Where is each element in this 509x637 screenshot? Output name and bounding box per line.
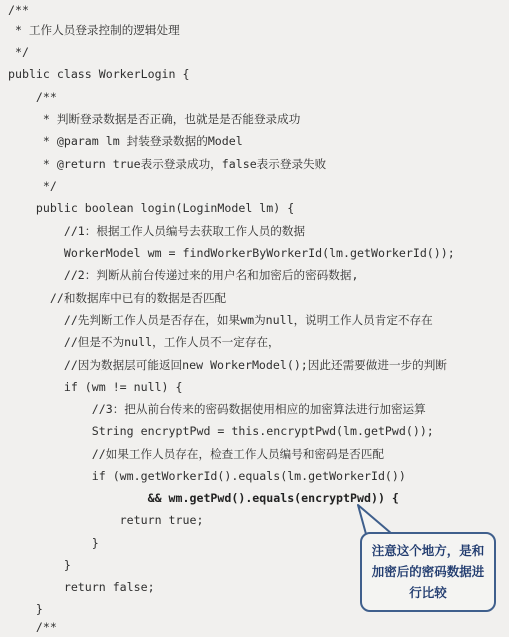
code-line: public class WorkerLogin {: [8, 67, 190, 81]
code-line-highlighted: && wm.getPwd().equals(encryptPwd)) {: [8, 491, 399, 505]
code-line: public boolean login(LoginModel lm) {: [8, 201, 295, 215]
code-line: //1：根据工作人员编号去获取工作人员的数据: [8, 224, 306, 238]
code-line: * @return true表示登录成功，false表示登录失败: [8, 157, 327, 171]
code-line: return false;: [8, 580, 155, 594]
code-line: //和数据库中已有的数据是否匹配: [8, 291, 227, 305]
callout-note: [360, 532, 496, 612]
code-line: if (wm != null) {: [8, 380, 183, 394]
callout-text-line: 行比较: [409, 585, 447, 600]
code-line: /**: [8, 620, 57, 634]
code-line: */: [8, 179, 57, 193]
callout-text-line: 加密后的密码数据进: [371, 564, 485, 579]
code-line: if (wm.getWorkerId().equals(lm.getWorkerId()): [8, 469, 406, 483]
code-line: //2：判断从前台传递过来的用户名和加密后的密码数据,: [8, 268, 359, 282]
code-line: */: [8, 45, 29, 59]
code-line: //因为数据层可能返回new WorkerModel();因此还需要做进一步的判断: [8, 358, 447, 372]
code-line: }: [8, 536, 99, 550]
code-line: * 判断登录数据是否正确，也就是是否能登录成功: [8, 112, 301, 126]
code-line: * @param lm 封装登录数据的Model: [8, 134, 243, 148]
callout-text-line: 注意这个地方，是和: [371, 543, 485, 558]
code-line: WorkerModel wm = findWorkerByWorkerId(lm.getWorkerId());: [8, 246, 455, 260]
code-line: /**: [8, 90, 57, 104]
code-line: //但是不为null，工作人员不一定存在，: [8, 335, 280, 349]
code-line: //3：把从前台传来的密码数据使用相应的加密算法进行加密运算: [8, 402, 426, 416]
code-line: return true;: [8, 513, 204, 527]
code-line: String encryptPwd = this.encryptPwd(lm.getPwd());: [8, 424, 434, 438]
code-line: * 工作人员登录控制的逻辑处理: [8, 23, 180, 37]
code-line: }: [8, 602, 43, 616]
code-line: //先判断工作人员是否存在，如果wm为null，说明工作人员肯定不存在: [8, 313, 433, 327]
code-line: /**: [8, 3, 29, 17]
code-line: }: [8, 558, 71, 572]
code-line: //如果工作人员存在，检查工作人员编号和密码是否匹配: [8, 447, 384, 461]
